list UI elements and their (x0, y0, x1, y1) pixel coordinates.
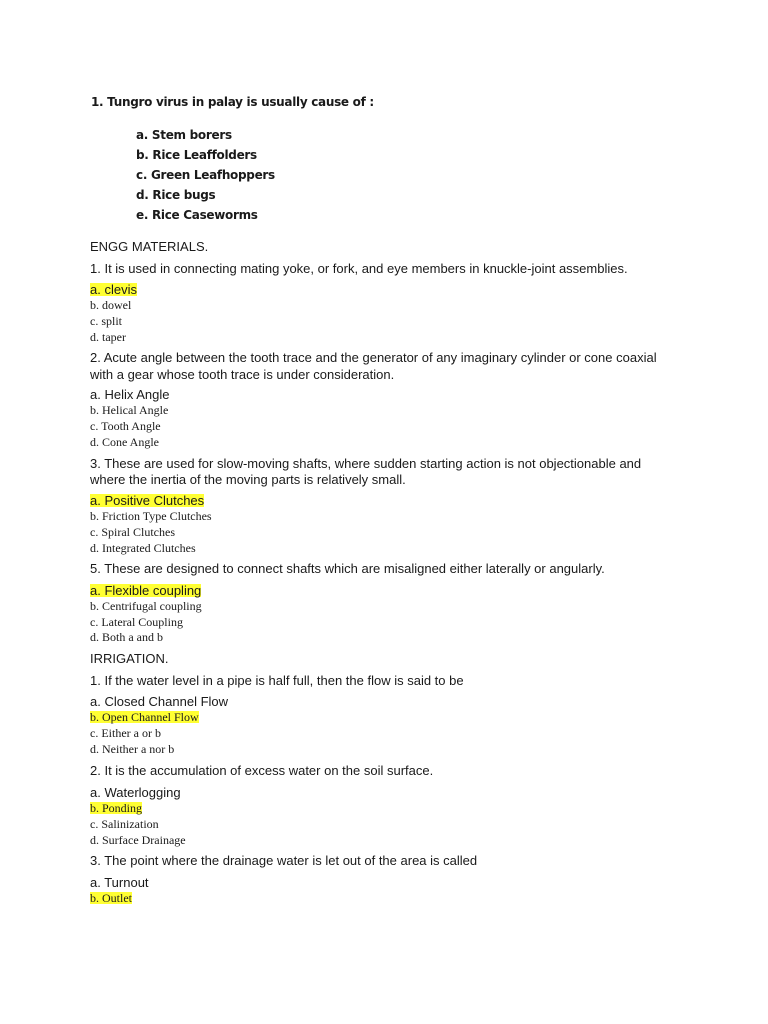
engg-q5-option-d: d. Both a and b (90, 630, 163, 644)
engg-q2-option-d: d. Cone Angle (90, 435, 159, 449)
engg-q3-option-d: d. Integrated Clutches (90, 541, 196, 555)
engg-q3-option-c: c. Spiral Clutches (90, 525, 175, 539)
irrigation-q2-text: 2. It is the accumulation of excess water on the soil surface. (90, 763, 434, 778)
irrigation-q1-option-d: d. Neither a nor b (90, 742, 175, 756)
irrigation-q1-option-a: a. Closed Channel Flow (90, 694, 229, 709)
engg-q2-option-a: a. Helix Angle (90, 387, 170, 402)
irrigation-q2-option-d: d. Surface Drainage (90, 833, 186, 847)
engg-q5-option-b: b. Centrifugal coupling (90, 599, 202, 613)
engg-heading: ENGG MATERIALS. (90, 239, 209, 254)
engg-q2-text-1: 2. Acute angle between the tooth trace and the generator of any imaginary cylinder or cone coaxial (90, 350, 657, 365)
engg-q5-answer: a. Flexible coupling (90, 583, 202, 598)
irrigation-q2-answer: b. Ponding (90, 801, 143, 815)
engg-q5-text: 5. These are designed to connect shafts which are misaligned either laterally or angularly. (90, 561, 605, 576)
engg-q1-option-d: d. taper (90, 330, 126, 344)
engg-q3-answer: a. Positive Clutches (90, 493, 205, 508)
irrigation-q3-option-a: a. Turnout (90, 875, 149, 890)
engg-q3-text-2: where the inertia of the moving parts is relatively small. (90, 472, 406, 487)
engg-q3-option-b: b. Friction Type Clutches (90, 509, 212, 523)
tungro-question: 1. Tungro virus in palay is usually cause of : (91, 95, 374, 109)
engg-q1-text: 1. It is used in connecting mating yoke, or fork, and eye members in knuckle-joint assemblies. (90, 261, 628, 276)
engg-q3-text-1: 3. These are used for slow-moving shafts, where sudden starting action is not objectionable and (90, 456, 642, 471)
tungro-option-e: e. Rice Caseworms (136, 208, 258, 222)
irrigation-q2-option-c: c. Salinization (90, 817, 159, 831)
engg-q5-option-c: c. Lateral Coupling (90, 615, 183, 629)
tungro-option-b: b. Rice Leaffolders (136, 148, 257, 162)
engg-q1-option-c: c. split (90, 314, 122, 328)
engg-q2-option-b: b. Helical Angle (90, 403, 169, 417)
tungro-option-a: a. Stem borers (136, 128, 232, 142)
irrigation-q2-option-a: a. Waterlogging (90, 785, 181, 800)
engg-q2-option-c: c. Tooth Angle (90, 419, 161, 433)
irrigation-q1-answer: b. Open Channel Flow (90, 710, 199, 724)
tungro-option-c: c. Green Leafhoppers (136, 168, 275, 182)
engg-q1-option-b: b. dowel (90, 298, 132, 312)
irrigation-heading: IRRIGATION. (90, 651, 169, 666)
irrigation-q3-text: 3. The point where the drainage water is let out of the area is called (90, 853, 478, 868)
irrigation-q1-option-c: c. Either a or b (90, 726, 161, 740)
irrigation-q1-text: 1. If the water level in a pipe is half full, then the flow is said to be (90, 673, 464, 688)
tungro-option-d: d. Rice bugs (136, 188, 216, 202)
engg-q1-answer: a. clevis (90, 282, 137, 297)
engg-q2-text-2: with a gear whose tooth trace is under consideration. (90, 367, 395, 382)
irrigation-q3-answer: b. Outlet (90, 891, 132, 905)
